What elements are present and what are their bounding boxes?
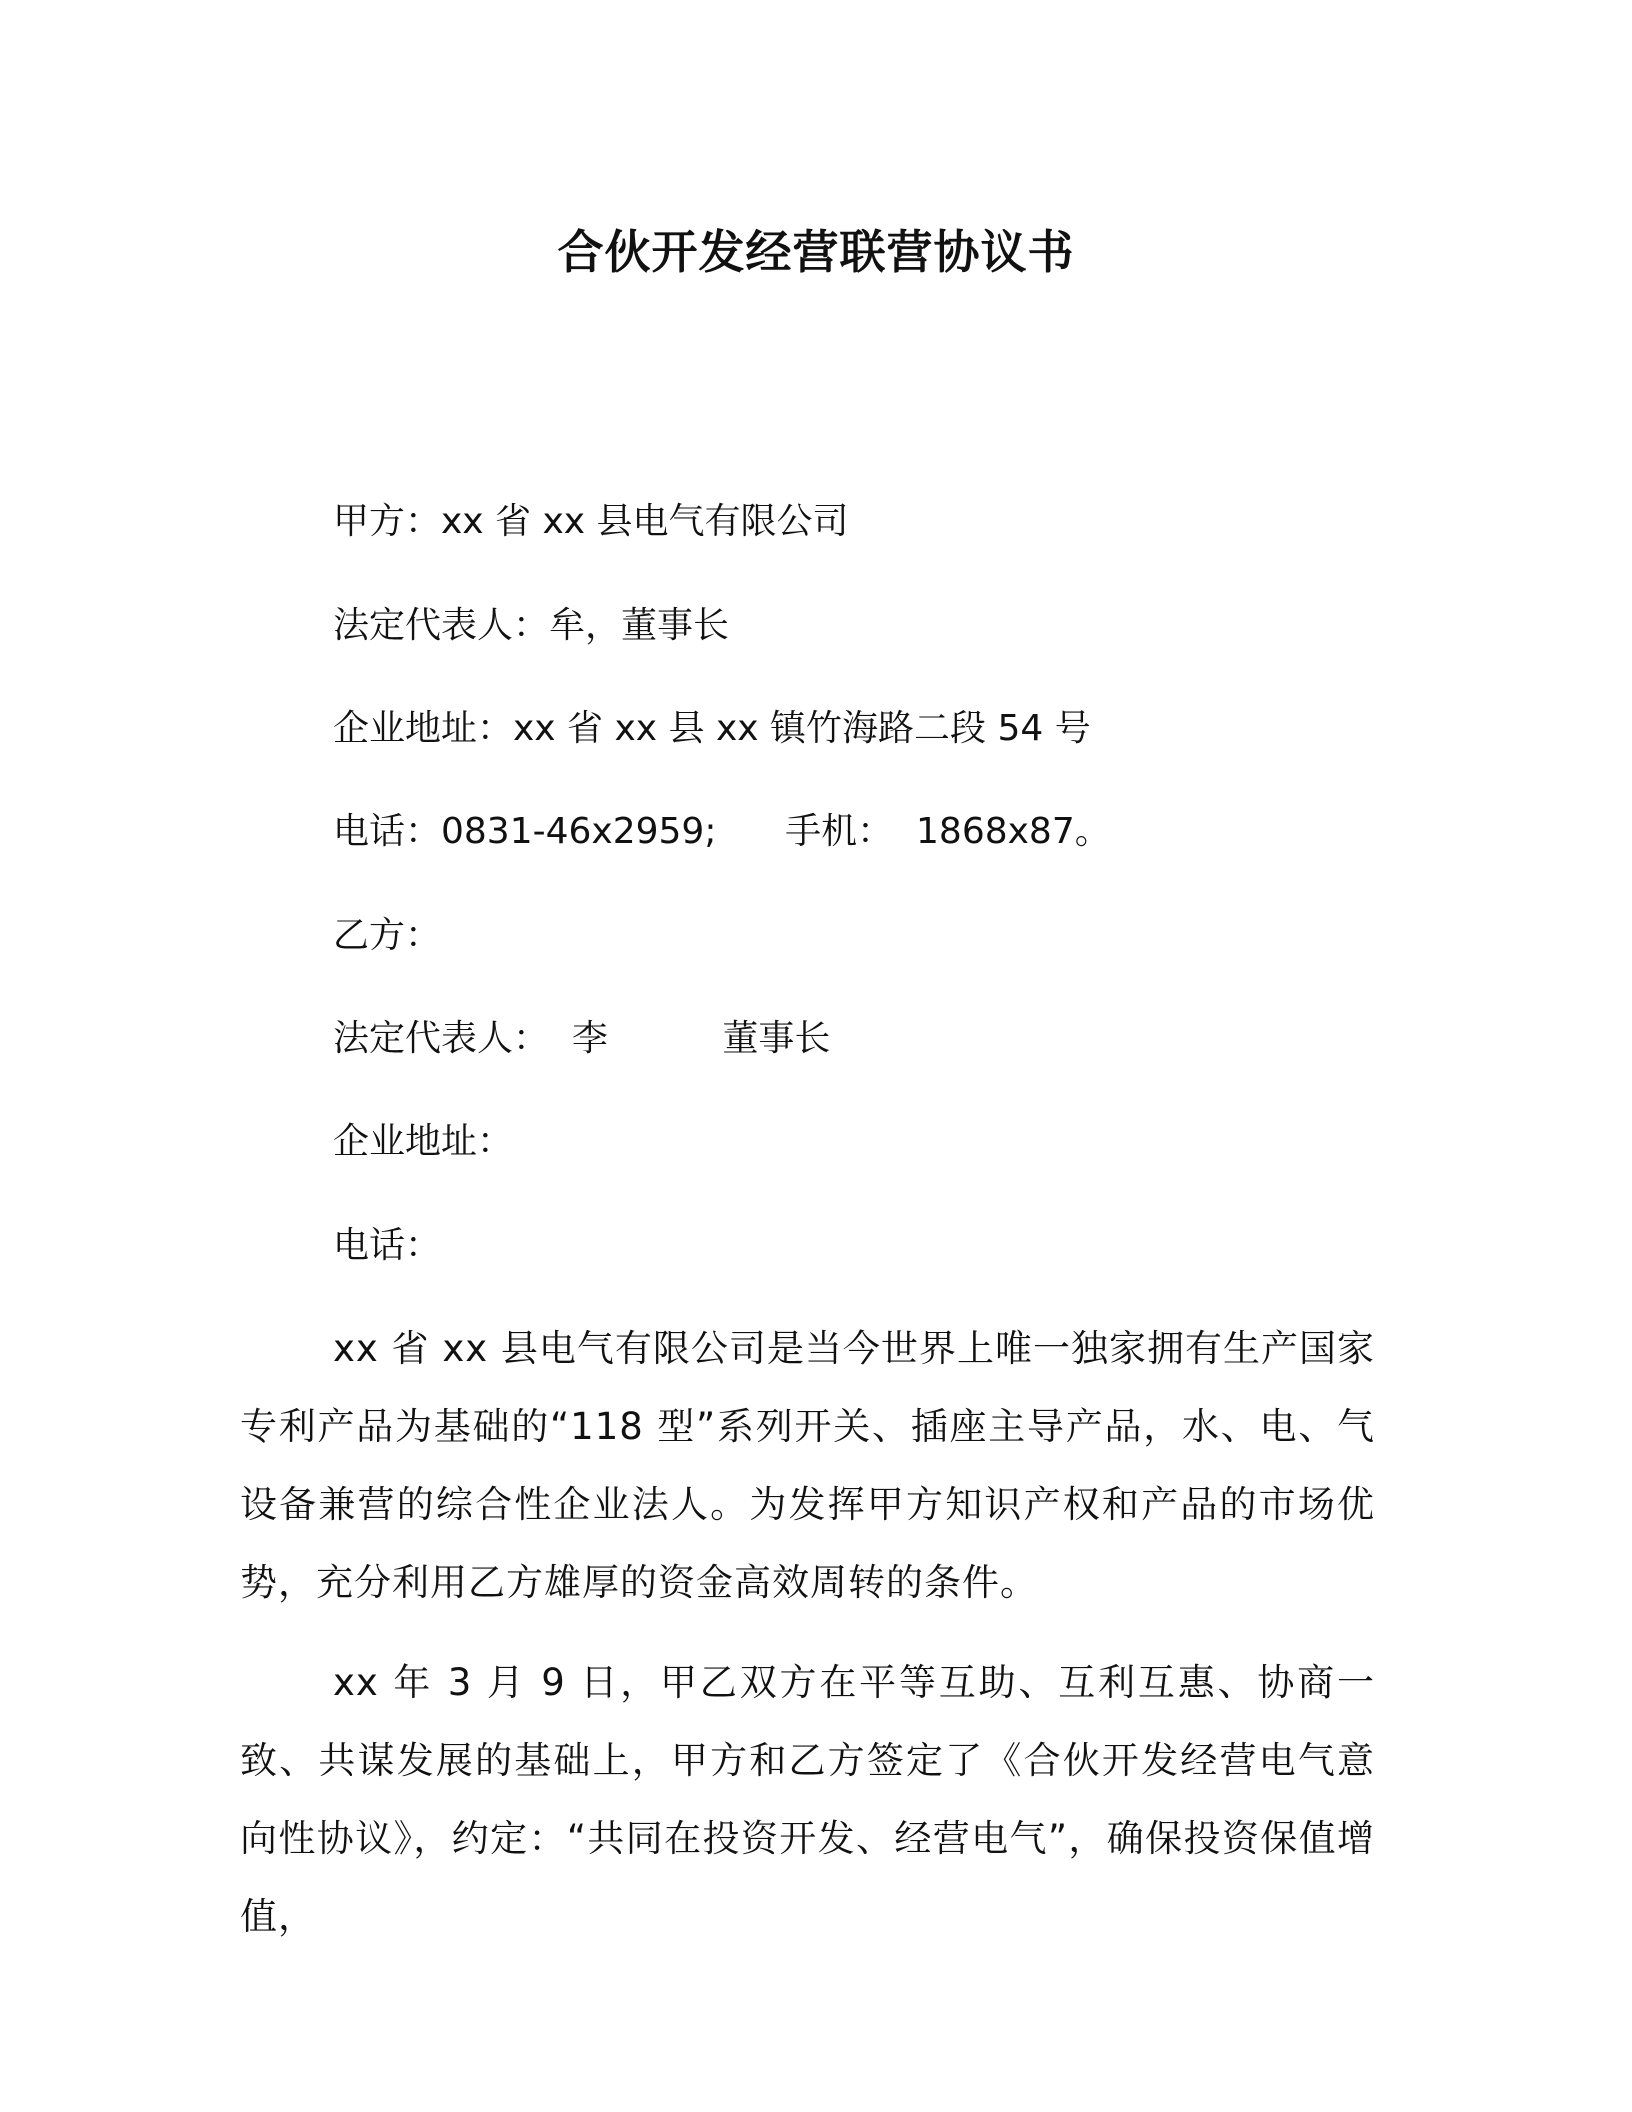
party-a-address: 企业地址：xx 省 xx 县 xx 镇竹海路二段 54 号 bbox=[333, 708, 1091, 749]
party-b-address: 企业地址： bbox=[333, 1121, 514, 1162]
agreement-paragraph: xx 年 3 月 9 日，甲乙双方在平等互助、互利互惠、协商一致、共谋发展的基础上，甲方和乙方签定了《合伙开发经营电气意向性协议》，约定：“共同在投资开发、经营电气”，确保投资保值增值， bbox=[240, 1661, 1375, 1938]
intro-paragraph: xx 省 xx 县电气有限公司是当今世界上唯一独家拥有生产国家专利产品为基础的“118 型”系列开关、插座主导产品，水、电、气设备兼营的综合性企业法人。为发挥甲方知识产权和产品的市场优势，充分利用乙方雄厚的资金高效周转的条件。 bbox=[240, 1327, 1375, 1604]
party-a-representative: 法定代表人：牟，董事长 bbox=[333, 605, 730, 646]
party-a-name: 甲方：xx 省 xx 县电气有限公司 bbox=[333, 501, 849, 542]
party-b-representative: 法定代表人： 李 董事长 bbox=[333, 1018, 831, 1059]
document-title: 合伙开发经营联营协议书 bbox=[557, 225, 1075, 279]
party-b-name: 乙方： bbox=[333, 915, 442, 956]
party-b-phone: 电话： bbox=[333, 1225, 442, 1266]
party-a-phone: 电话：0831-46x2959; 手机： 1868x87。 bbox=[333, 811, 1111, 852]
